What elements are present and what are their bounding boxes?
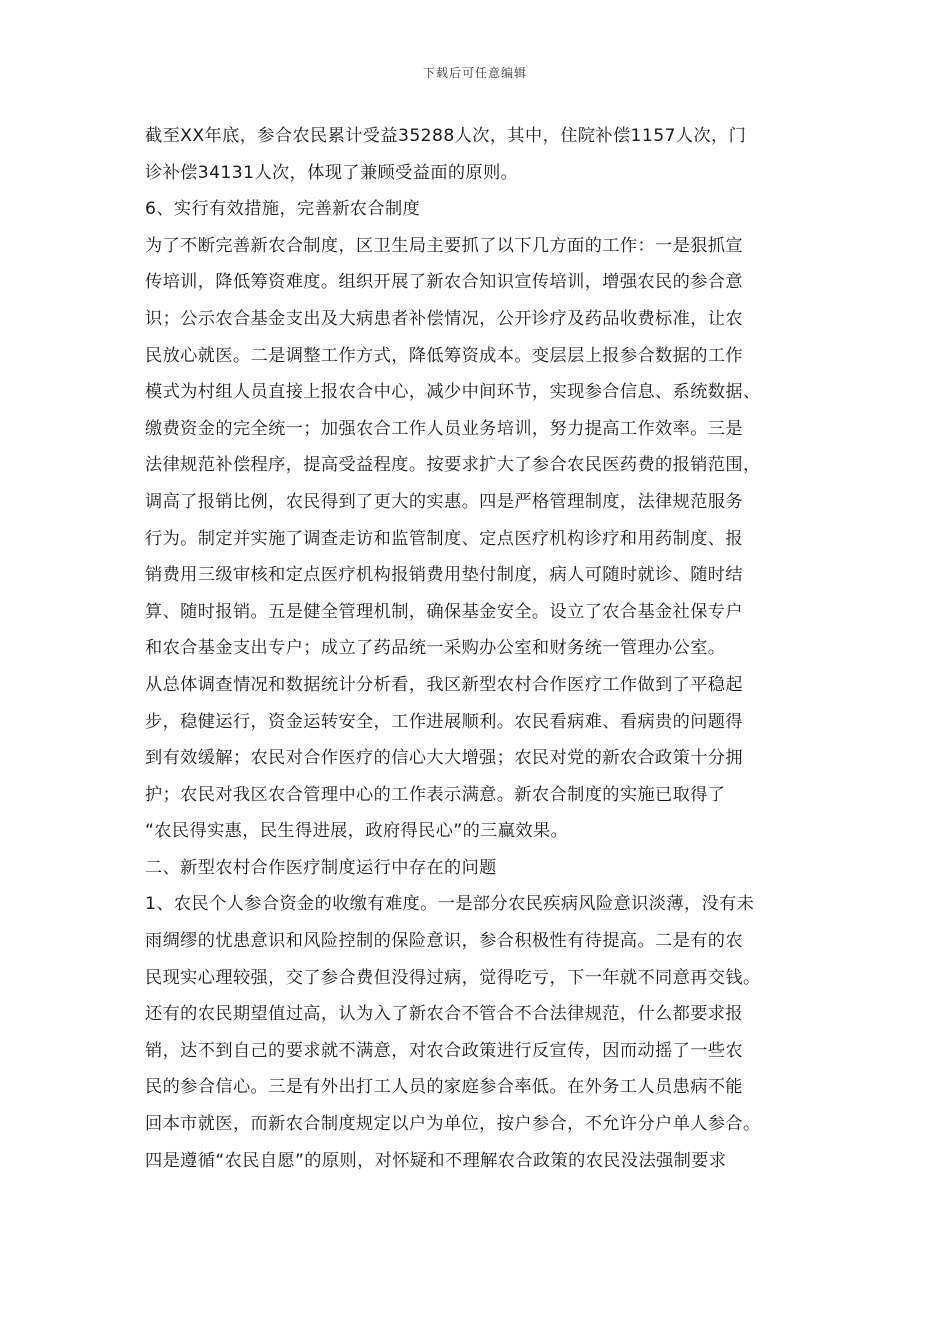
text-line: 行为。制定并实施了调查走访和监管制度、定点医疗机构诊疗和用药制度、报 xyxy=(145,528,743,549)
text-line: “农民得实惠，民生得进展，政府得民心”的三赢效果。 xyxy=(145,821,569,842)
text-line: 模式为村组人员直接上报农合中心，减少中间环节，实现参合信息、系统数据、 xyxy=(145,382,761,403)
text-line: 二、新型农村合作医疗制度运行中存在的问题 xyxy=(145,857,497,878)
text-line: 调高了报销比例，农民得到了更大的实惠。四是严格管理制度，法律规范服务 xyxy=(145,491,743,512)
text-line: 雨绸缪的忧患意识和风险控制的保险意识，参合积极性有待提高。二是有的农 xyxy=(145,931,743,952)
text-line: 法律规范补偿程序，提高受益程度。按要求扩大了参合农民医药费的报销范围， xyxy=(145,455,761,476)
text-line: 到有效缓解；农民对合作医疗的信心大大增强；农民对党的新农合政策十分拥 xyxy=(145,748,743,769)
text-line: 护；农民对我区农合管理中心的工作表示满意。新农合制度的实施已取得了 xyxy=(145,784,726,805)
text-line: 步，稳健运行，资金运转安全，工作进展顺利。农民看病难、看病贵的问题得 xyxy=(145,711,743,732)
text-line: 民现实心理较强，交了参合费但没得过病，觉得吃亏，下一年就不同意再交钱。 xyxy=(145,967,761,988)
text-line: 缴费资金的完全统一；加强农合工作人员业务培训，努力提高工作效率。三是 xyxy=(145,418,743,439)
text-line: 民放心就医。二是调整工作方式，降低筹资成本。变层层上报参合数据的工作 xyxy=(145,345,743,366)
text-line: 为了不断完善新农合制度，区卫生局主要抓了以下几方面的工作：一是狠抓宣 xyxy=(145,235,743,256)
text-line: 诊补偿34131人次，体现了兼顾受益面的原则。 xyxy=(145,162,519,183)
text-line: 民的参合信心。三是有外出打工人员的家庭参合率低。在外务工人员患病不能 xyxy=(145,1077,743,1098)
text-line: 还有的农民期望值过高，认为入了新农合不管合不合法律规范，什么都要求报 xyxy=(145,1004,743,1025)
text-line: 四是遵循“农民自愿”的原则，对怀疑和不理解农合政策的农民没法强制要求 xyxy=(145,1150,727,1171)
text-line: 1、农民个人参合资金的收缴有难度。一是部分农民疾病风险意识淡薄，没有未 xyxy=(145,894,755,915)
text-line: 识；公示农合基金支出及大病患者补偿情况，公开诊疗及药品收费标准，让农 xyxy=(145,308,743,329)
text-line: 6、实行有效措施，完善新农合制度 xyxy=(145,199,421,220)
text-line: 算、随时报销。五是健全管理机制，确保基金安全。设立了农合基金社保专户 xyxy=(145,601,743,622)
text-line: 销，达不到自己的要求就不满意，对农合政策进行反宣传，因而动摇了一些农 xyxy=(145,1040,743,1061)
text-line: 回本市就医，而新农合制度规定以户为单位，按户参合，不允许分户单人参合。 xyxy=(145,1114,761,1135)
document-body xyxy=(145,118,825,1179)
text-line: 从总体调查情况和数据统计分析看，我区新型农村合作医疗工作做到了平稳起 xyxy=(145,674,743,695)
text-line: 截至XX年底，参合农民累计受益35288人次，其中，住院补偿1157人次，门 xyxy=(145,126,747,146)
text-line: 传培训，降低筹资难度。组织开展了新农合知识宣传培训，增强农民的参合意 xyxy=(145,272,743,293)
text-line: 销费用三级审核和定点医疗机构报销费用垫付制度，病人可随时就诊、随时结 xyxy=(145,565,743,586)
page-header: 下载后可任意编辑 xyxy=(422,66,527,80)
text-line: 和农合基金支出专户；成立了药品统一采购办公室和财务统一管理办公室。 xyxy=(145,638,726,659)
